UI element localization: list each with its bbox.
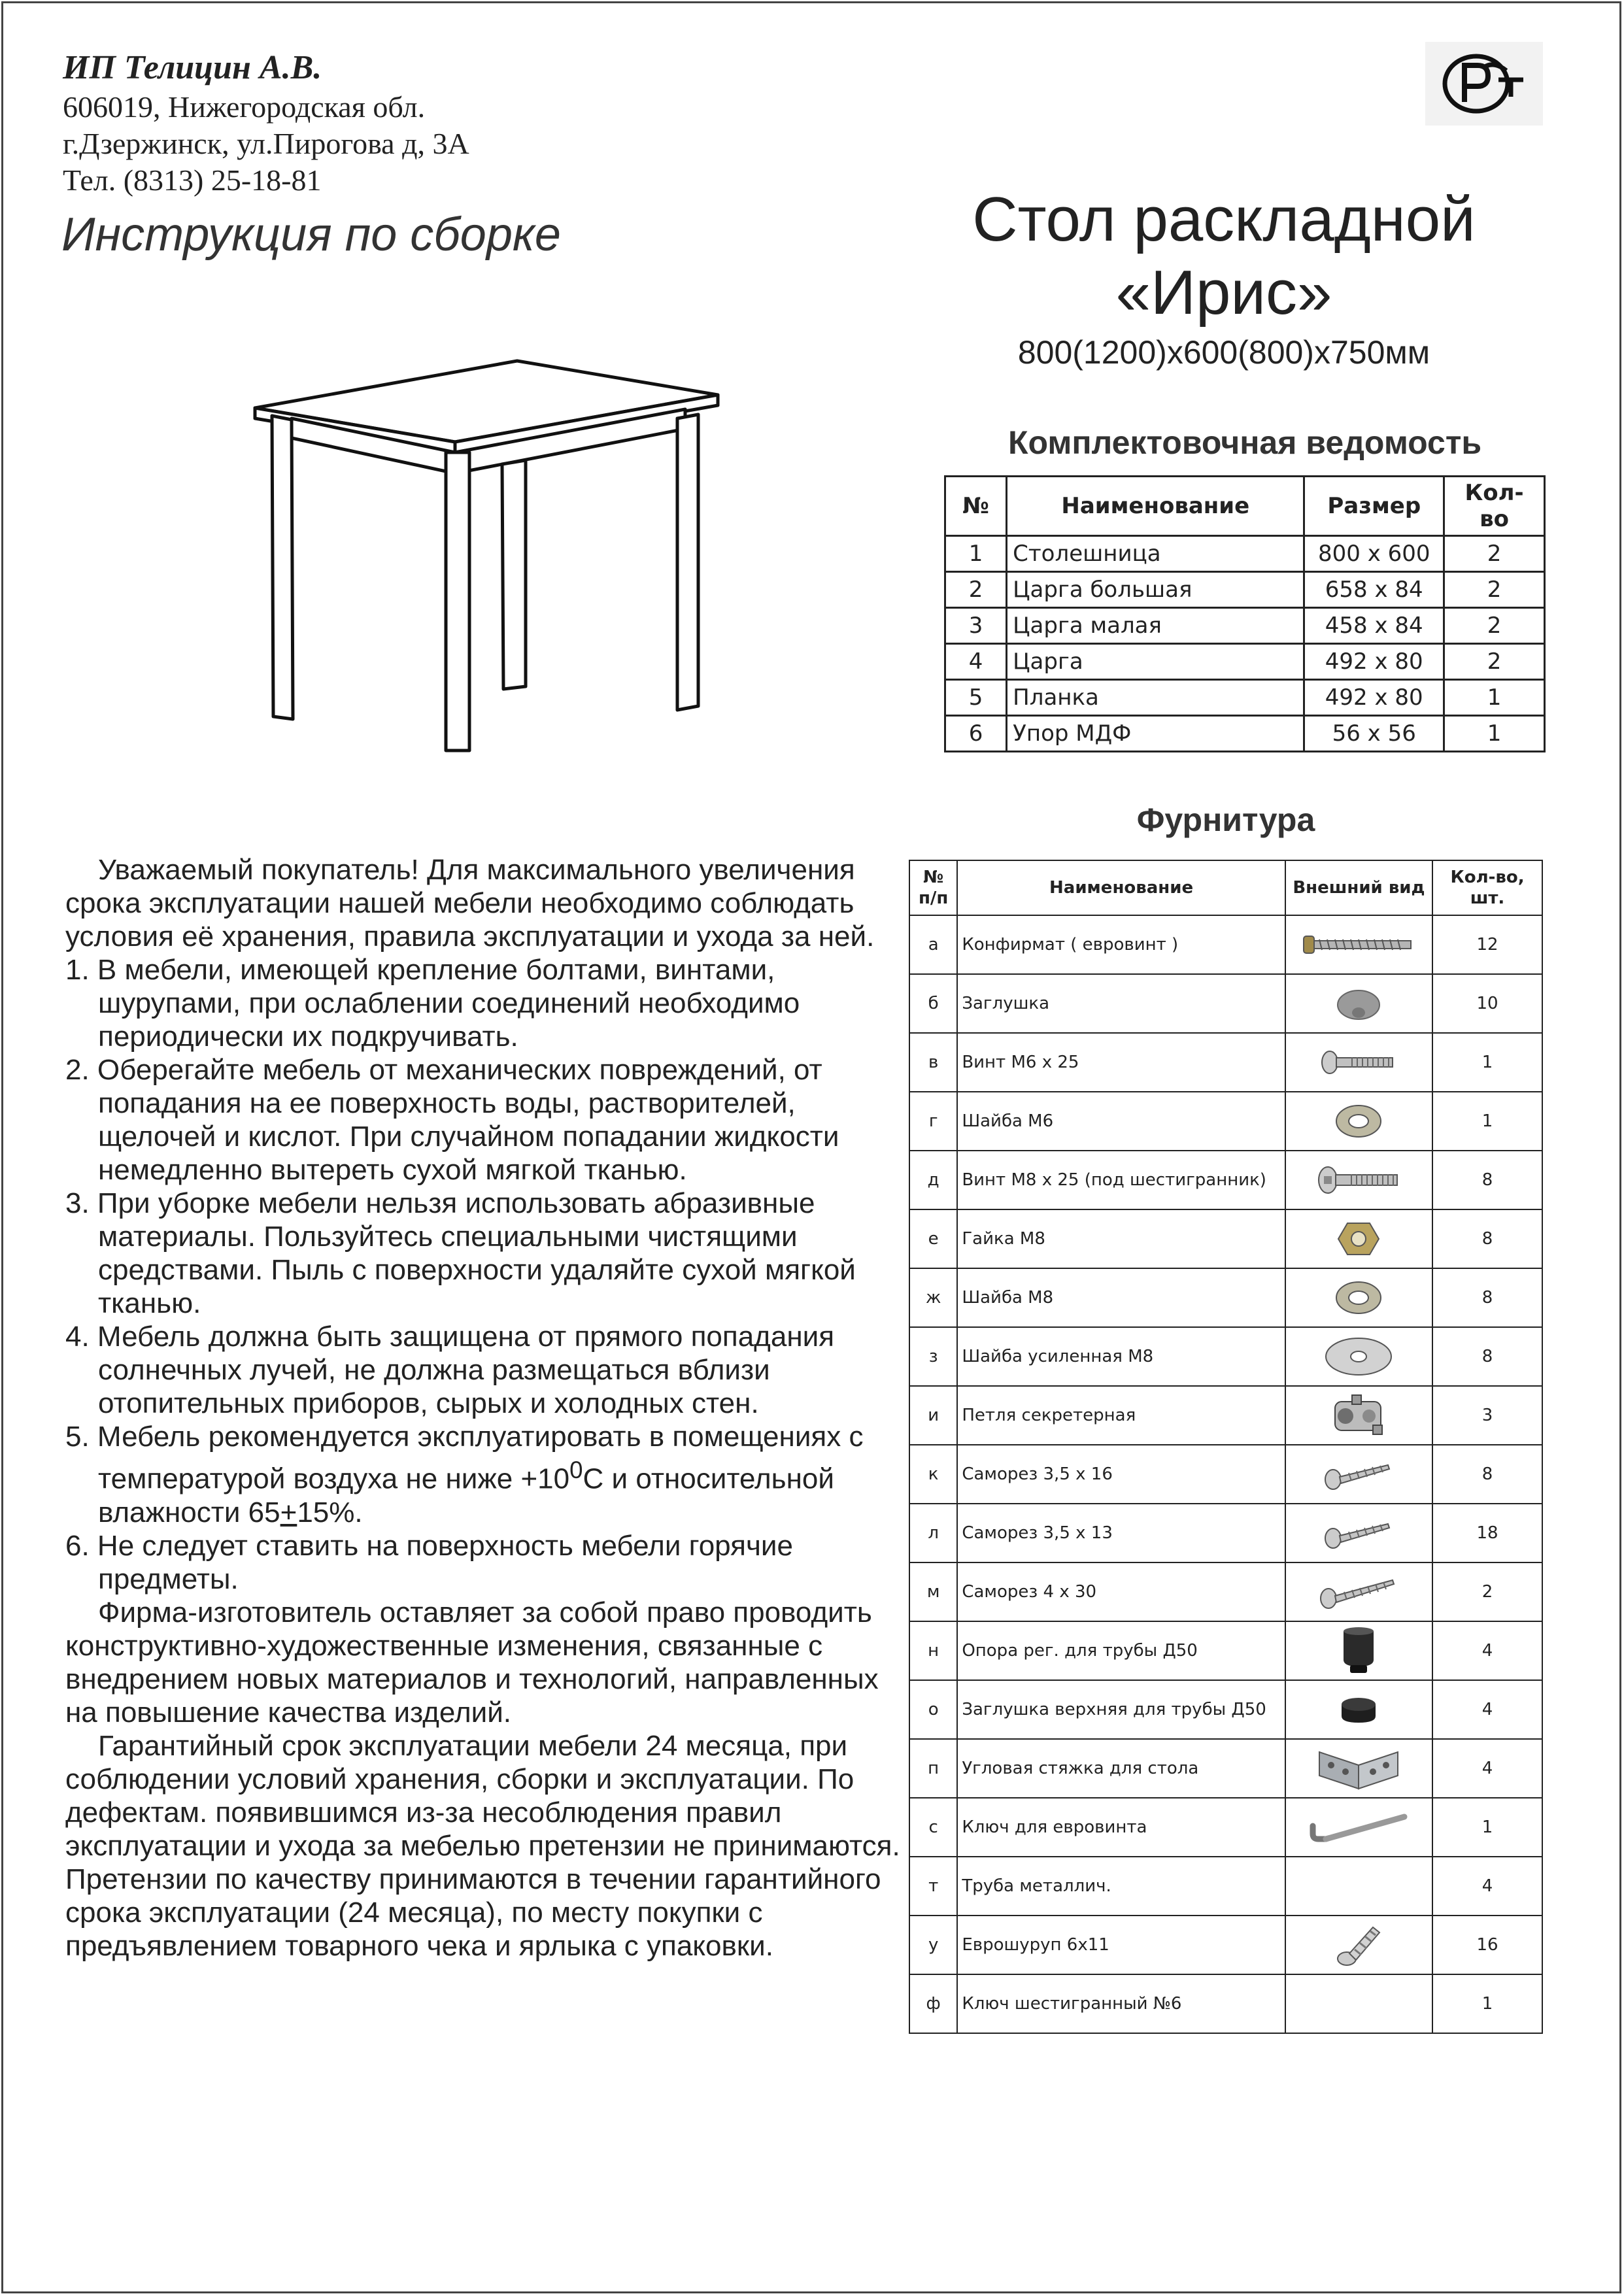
care-rules-list [65, 953, 915, 1596]
hardware-cell-look [1285, 1386, 1432, 1445]
large-washer-icon [1323, 1336, 1395, 1377]
kit-cell-qty: 2 [1444, 608, 1545, 644]
product-title [897, 183, 1551, 329]
hardware-cell-number: д [909, 1151, 957, 1209]
kit-cell-name: Царга [1007, 644, 1304, 680]
hardware-cell-name: Саморез 3,5 х 16 [957, 1445, 1285, 1504]
table-row [909, 1151, 1542, 1209]
hardware-cell-number: м [909, 1562, 957, 1621]
hardware-cell-number: ж [909, 1268, 957, 1327]
table-row [909, 1562, 1542, 1621]
list-item: 1. В мебели, имеющей крепление болтами, винтами, шурупами, при ослаблении соединений необходимо периодически их подкручивать. [65, 954, 800, 1053]
hardware-cell-number: к [909, 1445, 957, 1504]
hardware-cell-look [1285, 1151, 1432, 1209]
tube-cap-icon [1332, 1691, 1385, 1728]
hardware-cell-name: Винт М6 х 25 [957, 1033, 1285, 1092]
hardware-header-number: № п/п [909, 860, 957, 915]
hardware-cell-number: о [909, 1680, 957, 1739]
washer-icon [1332, 1279, 1385, 1316]
table-row [909, 1739, 1542, 1798]
hardware-cell-look [1285, 1033, 1432, 1092]
confirmat-screw-icon [1300, 928, 1417, 961]
table-row [909, 974, 1542, 1033]
hardware-cell-name: Ключ для евровинта [957, 1798, 1285, 1857]
list-item: 2. Оберегайте мебель от механических повреждений, от попадания на ее поверхность воды, растворителей, щелочей и кислот. При случайном попадании жидкости немедленно вытереть сухой мягкой тканью. [65, 1054, 839, 1186]
washer-icon [1332, 1103, 1385, 1140]
hardware-cell-number: е [909, 1209, 957, 1268]
hardware-cell-number: н [909, 1621, 957, 1680]
table-row [945, 536, 1545, 572]
hardware-cell-name: Конфирмат ( евровинт ) [957, 915, 1285, 974]
hardware-cell-name: Еврошуруп 6х11 [957, 1916, 1285, 1974]
hardware-cell-qty: 18 [1432, 1504, 1542, 1562]
table-row [909, 1857, 1542, 1916]
list-item: 6. Не следует ставить на поверхность мебели горячие предметы. [65, 1529, 793, 1595]
kit-list-title: Комплектовочная ведомость [1007, 424, 1482, 461]
kit-cell-qty: 2 [1444, 572, 1545, 608]
hardware-cell-qty: 1 [1432, 1798, 1542, 1857]
hardware-cell-qty: 8 [1432, 1151, 1542, 1209]
table-row [909, 1092, 1542, 1151]
hardware-cell-look [1285, 1621, 1432, 1680]
product-title-line1: Стол раскладной [972, 184, 1476, 254]
corner-bracket-icon [1313, 1746, 1404, 1791]
hardware-cell-name: Ключ шестигранный №6 [957, 1974, 1285, 2033]
hardware-cell-qty: 8 [1432, 1268, 1542, 1327]
item5-degree-superscript: 0 [569, 1457, 583, 1483]
hardware-cell-name: Гайка М8 [957, 1209, 1285, 1268]
hardware-header-look: Внешний вид [1285, 860, 1432, 915]
kit-cell-size: 56 x 56 [1304, 716, 1444, 752]
hardware-cell-number: л [909, 1504, 957, 1562]
hardware-cell-look [1285, 1739, 1432, 1798]
hardware-cell-number: з [909, 1327, 957, 1386]
kit-cell-qty: 2 [1444, 644, 1545, 680]
table-row [909, 1504, 1542, 1562]
hardware-cell-number: а [909, 915, 957, 974]
table-row [909, 1209, 1542, 1268]
company-address-line2: г.Дзержинск, ул.Пирогова д, 3А [63, 127, 469, 160]
document-title: Инструкция по сборке [61, 209, 561, 261]
hardware-cell-number: в [909, 1033, 957, 1092]
rights-paragraph: Фирма-изготовитель оставляет за собой право проводить конструктивно-художественные изменения, связанные с внедрением новых материалов и технологий, направленных на повышение качества изделий. [65, 1596, 879, 1729]
hex-nut-icon [1336, 1219, 1381, 1258]
secretary-hinge-icon [1326, 1393, 1391, 1438]
kit-cell-size: 492 x 80 [1304, 680, 1444, 716]
item5-text-b: С и относительной влажности 65 [98, 1462, 834, 1528]
hardware-cell-name: Заглушка [957, 974, 1285, 1033]
hardware-cell-look [1285, 1680, 1432, 1739]
hardware-cell-look [1285, 1504, 1432, 1562]
company-header [63, 47, 469, 199]
kit-header-number: № [945, 477, 1007, 536]
item5-text-c: 15%. [297, 1496, 363, 1528]
hardware-cell-qty: 2 [1432, 1562, 1542, 1621]
kit-cell-name: Планка [1007, 680, 1304, 716]
hardware-cell-qty: 4 [1432, 1739, 1542, 1798]
kit-cell-size: 492 x 80 [1304, 644, 1444, 680]
rst-certification-logo [1425, 42, 1543, 126]
hardware-cell-number: у [909, 1916, 957, 1974]
hardware-cell-qty: 4 [1432, 1621, 1542, 1680]
adjustable-foot-icon [1336, 1626, 1381, 1676]
hardware-cell-name: Винт М8 х 25 (под шестигранник) [957, 1151, 1285, 1209]
hardware-cell-number: т [909, 1857, 957, 1916]
hardware-cell-name: Шайба усиленная М8 [957, 1327, 1285, 1386]
table-row [909, 1268, 1542, 1327]
hardware-title: Фурнитура [1136, 802, 1315, 838]
table-row [909, 1916, 1542, 1974]
table-illustration [246, 353, 730, 762]
kit-cell-qty: 1 [1444, 680, 1545, 716]
product-title-line2: «Ирис» [1115, 258, 1332, 328]
hardware-cell-name: Опора рег. для трубы Д50 [957, 1621, 1285, 1680]
list-item: 3. При уборке мебели нельзя использовать абразивные материалы. Пользуйтесь специальными чистящими средствами. Пыль с поверхности удаляйте сухой мягкой тканью. [65, 1187, 856, 1319]
hardware-cell-number: с [909, 1798, 957, 1857]
kit-cell-number: 6 [945, 716, 1007, 752]
hardware-header-qty: Кол-во, шт. [1432, 860, 1542, 915]
hardware-cell-name: Труба металлич. [957, 1857, 1285, 1916]
hardware-cell-name: Петля секретерная [957, 1386, 1285, 1445]
intro-paragraph: Уважаемый покупатель! Для максимального увеличения срока эксплуатации нашей мебели необходимо соблюдать условия её хранения, правила эксплуатации и ухода за ней. [65, 854, 875, 953]
warranty-paragraph: Гарантийный срок эксплуатации мебели 24 месяца, при соблюдении условий хранения, сборки и эксплуатации. По дефектам. появившимся из-за несоблюдения правил эксплуатации и ухода за мебелью претензии не принимаются. Претензии по качеству принимаются в течении гарантийного срока эксплуатации (24 месяца), по месту покупки с предъявлением товарного чека и ярлыка с упаковки. [65, 1729, 900, 1962]
kit-cell-name: Упор МДФ [1007, 716, 1304, 752]
kit-header-name: Наименование [1007, 477, 1304, 536]
table-row [909, 1974, 1542, 2033]
table-row [909, 1798, 1542, 1857]
hardware-cell-qty: 1 [1432, 1974, 1542, 2033]
hardware-cell-look [1285, 1798, 1432, 1857]
hardware-cell-name: Саморез 3,5 х 13 [957, 1504, 1285, 1562]
company-name: ИП Телицин А.В. [63, 49, 322, 86]
list-item: 4. Мебель должна быть защищена от прямого попадания солнечных лучей, не должна размещаться вблизи отопительных приборов, сырых и холодных стен. [65, 1321, 835, 1419]
care-instructions [65, 853, 915, 1963]
hardware-cell-qty: 8 [1432, 1209, 1542, 1268]
company-phone: Тел. (8313) 25-18-81 [63, 163, 322, 197]
hardware-cell-qty: 1 [1432, 1092, 1542, 1151]
table-row [909, 1033, 1542, 1092]
hardware-cell-qty: 4 [1432, 1680, 1542, 1739]
self-tapping-screw-icon [1318, 1572, 1399, 1612]
table-row [909, 1445, 1542, 1504]
hardware-cell-qty: 12 [1432, 915, 1542, 974]
kit-list-header-row [945, 477, 1545, 536]
cap-plug-icon [1332, 984, 1385, 1023]
hardware-cell-number: п [909, 1739, 957, 1798]
table-row [945, 680, 1545, 716]
kit-header-size: Размер [1304, 477, 1444, 536]
hardware-table [909, 860, 1543, 2034]
table-row [909, 1386, 1542, 1445]
hardware-cell-name: Саморез 4 х 30 [957, 1562, 1285, 1621]
table-row [909, 1327, 1542, 1386]
hardware-cell-name: Заглушка верхняя для трубы Д50 [957, 1680, 1285, 1739]
list-item [65, 1420, 915, 1529]
hardware-cell-look [1285, 1562, 1432, 1621]
hardware-cell-number: б [909, 974, 957, 1033]
hardware-cell-name: Шайба М8 [957, 1268, 1285, 1327]
hardware-cell-look [1285, 1268, 1432, 1327]
item5-plus-minus: + [280, 1496, 297, 1528]
hardware-cell-qty: 10 [1432, 974, 1542, 1033]
table-row [909, 915, 1542, 974]
table-row [909, 1621, 1542, 1680]
hardware-header-name: Наименование [957, 860, 1285, 915]
hardware-cell-qty: 8 [1432, 1445, 1542, 1504]
kit-cell-number: 3 [945, 608, 1007, 644]
company-address-line1: 606019, Нижегородская обл. [63, 90, 426, 124]
kit-cell-size: 800 x 600 [1304, 536, 1444, 572]
kit-cell-name: Царга малая [1007, 608, 1304, 644]
hardware-cell-number: г [909, 1092, 957, 1151]
euro-screw-icon [1332, 1921, 1385, 1969]
hardware-cell-look [1285, 1327, 1432, 1386]
kit-header-qty: Кол-во [1444, 477, 1545, 536]
self-tapping-screw-icon [1323, 1515, 1395, 1551]
hardware-cell-look [1285, 974, 1432, 1033]
kit-list-table [944, 475, 1546, 752]
self-tapping-screw-icon [1323, 1456, 1395, 1493]
kit-cell-name: Столешница [1007, 536, 1304, 572]
hardware-cell-look [1285, 1916, 1432, 1974]
kit-cell-number: 2 [945, 572, 1007, 608]
hardware-cell-qty: 4 [1432, 1857, 1542, 1916]
kit-cell-size: 658 x 84 [1304, 572, 1444, 608]
hardware-header-row [909, 860, 1542, 915]
hardware-cell-look [1285, 1209, 1432, 1268]
hardware-cell-look [1285, 1092, 1432, 1151]
allen-key-icon [1306, 1808, 1411, 1847]
table-row [909, 1680, 1542, 1739]
kit-cell-name: Царга большая [1007, 572, 1304, 608]
hardware-cell-name: Шайба М6 [957, 1092, 1285, 1151]
kit-cell-number: 5 [945, 680, 1007, 716]
kit-cell-number: 1 [945, 536, 1007, 572]
hardware-cell-look [1285, 1974, 1432, 2033]
hardware-cell-number: и [909, 1386, 957, 1445]
hardware-cell-name: Угловая стяжка для стола [957, 1739, 1285, 1798]
item5-text-a: 5. Мебель рекомендуется эксплуатировать в помещениях с температурой воздуха не ниже +10 [65, 1421, 864, 1495]
hardware-cell-qty: 16 [1432, 1916, 1542, 1974]
hardware-cell-number: ф [909, 1974, 957, 2033]
product-dimensions: 800(1200)x600(800)x750мм [1017, 334, 1430, 371]
table-row [945, 572, 1545, 608]
table-row [945, 608, 1545, 644]
hardware-cell-look [1285, 915, 1432, 974]
bolt-icon [1319, 1046, 1398, 1079]
hardware-cell-qty: 3 [1432, 1386, 1542, 1445]
kit-cell-qty: 1 [1444, 716, 1545, 752]
kit-cell-size: 458 x 84 [1304, 608, 1444, 644]
kit-cell-number: 4 [945, 644, 1007, 680]
hardware-cell-qty: 8 [1432, 1327, 1542, 1386]
hardware-cell-qty: 1 [1432, 1033, 1542, 1092]
table-row [945, 644, 1545, 680]
hex-socket-bolt-icon [1316, 1162, 1401, 1198]
table-row [945, 716, 1545, 752]
hardware-cell-look [1285, 1445, 1432, 1504]
kit-cell-qty: 2 [1444, 536, 1545, 572]
hardware-cell-look [1285, 1857, 1432, 1916]
